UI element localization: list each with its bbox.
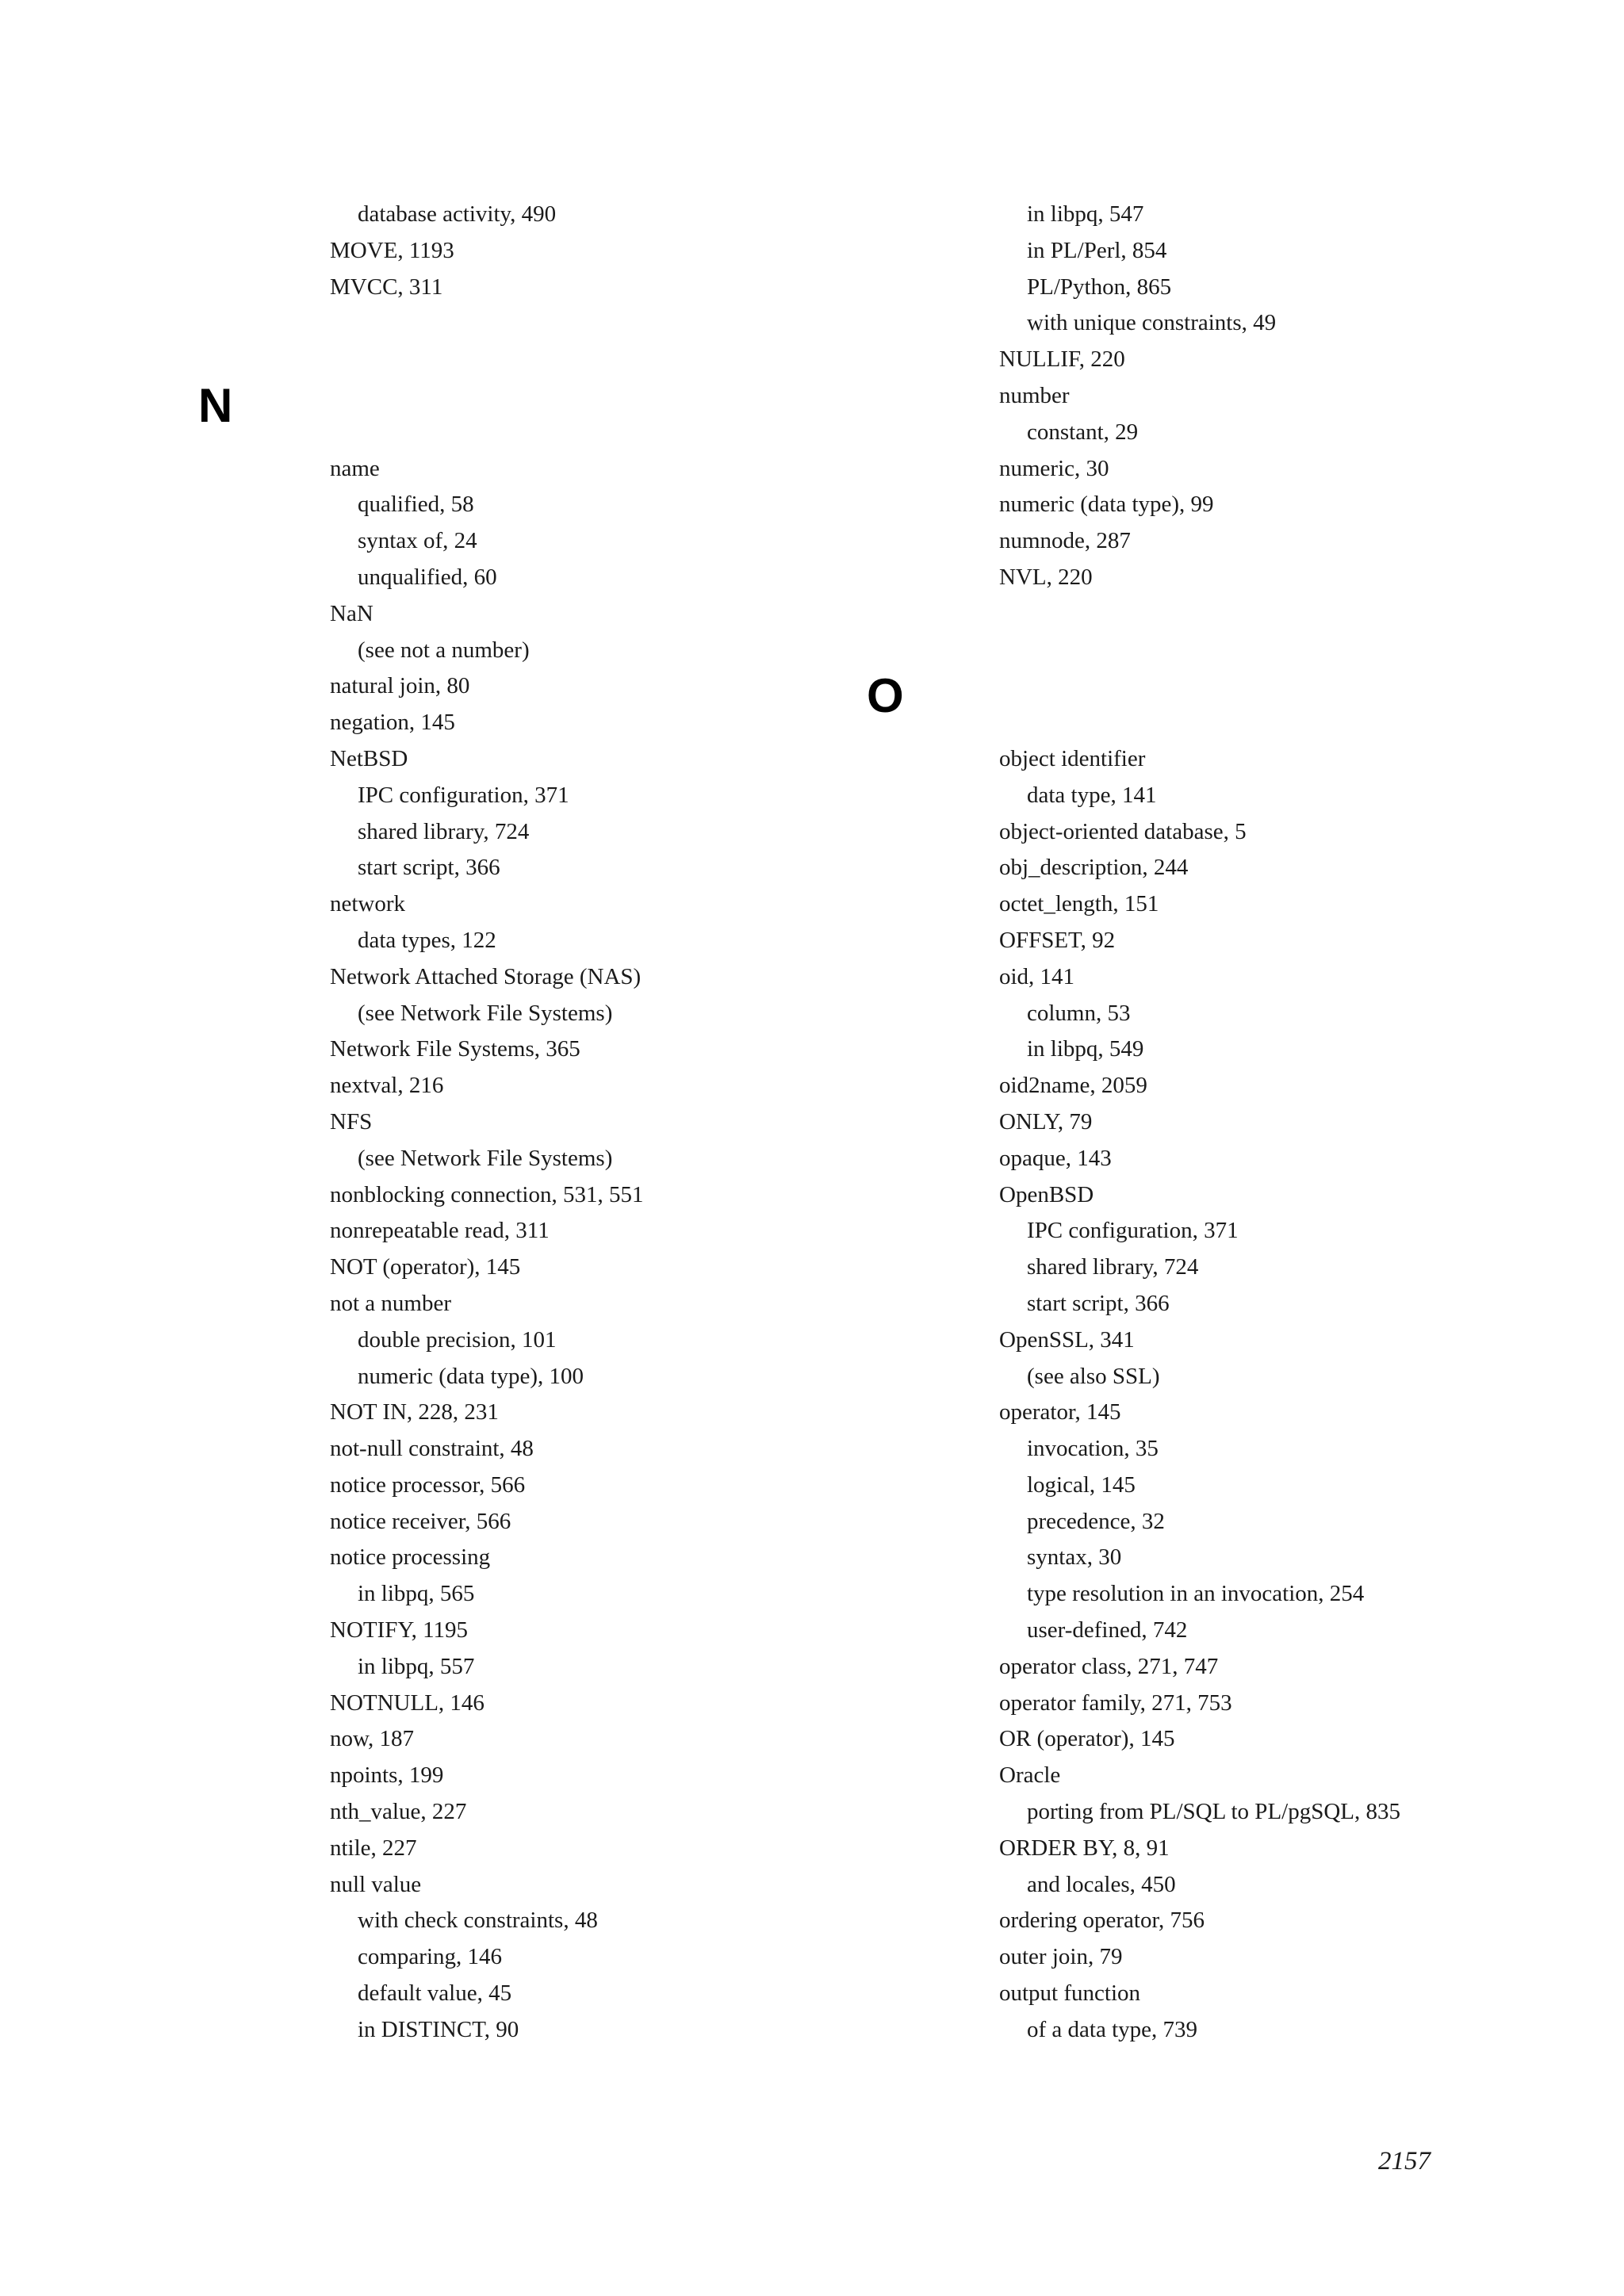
index-column-right	[999, 197, 1507, 2049]
index-entry: operator, 145	[999, 1399, 1121, 1425]
index-entry: object-oriented database, 5	[999, 818, 1247, 844]
index-entry: MOVE, 1193	[330, 237, 454, 263]
section-gap	[330, 378, 822, 451]
index-subentry: logical, 145	[1027, 1471, 1136, 1498]
index-entry: negation, 145	[330, 710, 455, 736]
index-entry: oid2name, 2059	[999, 1073, 1147, 1099]
index-entry: ORDER BY, 8, 91	[999, 1835, 1170, 1861]
index-subentry: shared library, 724	[1027, 1254, 1199, 1280]
index-entry: octet_length, 151	[999, 891, 1159, 917]
index-entry: OR (operator), 145	[999, 1726, 1175, 1752]
index-subentry: of a data type, 739	[1027, 2016, 1198, 2042]
index-subentry: in PL/Perl, 854	[1027, 237, 1167, 263]
index-subentry: default value, 45	[358, 1980, 512, 2007]
index-subentry: in DISTINCT, 90	[358, 2016, 519, 2042]
index-entry: nonrepeatable read, 311	[330, 1218, 550, 1244]
index-entry: NFS	[330, 1108, 373, 1135]
index-subentry: IPC configuration, 371	[1027, 1218, 1239, 1244]
index-subentry: comparing, 146	[358, 1944, 503, 1970]
index-subentry: qualified, 58	[358, 492, 474, 518]
index-subentry: in libpq, 549	[1027, 1036, 1144, 1062]
index-subentry: IPC configuration, 371	[358, 782, 569, 808]
index-subentry: (see Network File Systems)	[358, 1000, 613, 1026]
index-entry: ONLY, 79	[999, 1108, 1093, 1135]
index-subentry: user-defined, 742	[1027, 1617, 1188, 1644]
index-subentry: syntax, 30	[1027, 1544, 1122, 1571]
index-entry: nth_value, 227	[330, 1799, 467, 1825]
index-group-o	[999, 741, 1507, 2049]
index-subentry: invocation, 35	[1027, 1436, 1159, 1462]
page-number: 2157	[1378, 2147, 1431, 2175]
index-subentry: data type, 141	[1027, 782, 1157, 808]
index-subentry: start script, 366	[1027, 1290, 1170, 1316]
index-group-m-continued	[330, 197, 822, 305]
index-subentry: and locales, 450	[1027, 1871, 1176, 1897]
index-entry: obj_description, 244	[999, 855, 1189, 881]
index-entry: ordering operator, 756	[999, 1908, 1205, 1934]
index-group-n	[330, 451, 822, 2049]
index-entry: name	[330, 455, 380, 481]
index-entry: not-null constraint, 48	[330, 1436, 534, 1462]
section-gap	[999, 596, 1507, 669]
index-entry: notice receiver, 566	[330, 1508, 511, 1534]
index-entry: npoints, 199	[330, 1762, 444, 1789]
index-entry: opaque, 143	[999, 1145, 1112, 1171]
index-subentry: in libpq, 565	[358, 1581, 475, 1607]
index-group-n-continued	[999, 197, 1507, 596]
index-subentry: shared library, 724	[358, 818, 530, 844]
index-entry: network	[330, 891, 406, 917]
index-entry: NOT (operator), 145	[330, 1254, 521, 1280]
index-subentry: PL/Python, 865	[1027, 274, 1172, 300]
index-subentry: type resolution in an invocation, 254	[1027, 1581, 1365, 1607]
section-gap	[330, 305, 822, 378]
index-entry: NOT IN, 228, 231	[330, 1399, 499, 1425]
index-entry: null value	[330, 1871, 422, 1897]
index-entry: OFFSET, 92	[999, 927, 1116, 953]
index-entry: numeric, 30	[999, 455, 1109, 481]
index-entry: notice processor, 566	[330, 1471, 526, 1498]
index-entry: operator family, 271, 753	[999, 1689, 1232, 1716]
index-column-left	[330, 197, 822, 2049]
index-entry: NaN	[330, 600, 373, 626]
section-letter-o: O	[867, 669, 904, 722]
index-entry: outer join, 79	[999, 1944, 1123, 1970]
index-entry: now, 187	[330, 1726, 415, 1752]
index-entry: NetBSD	[330, 745, 408, 771]
index-entry: numeric (data type), 99	[999, 492, 1214, 518]
index-subentry: start script, 366	[358, 855, 500, 881]
index-entry: Network File Systems, 365	[330, 1036, 580, 1062]
index-subentry: numeric (data type), 100	[358, 1363, 584, 1389]
index-entry: object identifier	[999, 745, 1146, 771]
index-entry: natural join, 80	[330, 673, 470, 699]
index-entry: nextval, 216	[330, 1073, 444, 1099]
index-subentry: constant, 29	[1027, 419, 1139, 445]
index-subentry: in libpq, 547	[1027, 201, 1144, 227]
index-entry: NULLIF, 220	[999, 346, 1125, 373]
index-entry: NOTNULL, 146	[330, 1689, 485, 1716]
index-entry: nonblocking connection, 531, 551	[330, 1181, 644, 1207]
section-gap	[999, 668, 1507, 741]
index-subentry: unqualified, 60	[358, 564, 497, 590]
section-letter-n: N	[198, 379, 233, 432]
index-entry: Network Attached Storage (NAS)	[330, 963, 642, 989]
index-subentry: porting from PL/SQL to PL/pgSQL, 835	[1027, 1799, 1400, 1825]
index-entry: output function	[999, 1980, 1141, 2007]
index-entry: MVCC, 311	[330, 274, 443, 300]
index-subentry: in libpq, 557	[358, 1653, 475, 1679]
index-entry: NOTIFY, 1195	[330, 1617, 469, 1644]
index-subentry: double precision, 101	[358, 1326, 557, 1353]
index-subentry: with unique constraints, 49	[1027, 310, 1277, 336]
index-entry: Oracle	[999, 1762, 1061, 1789]
index-subentry: syntax of, 24	[358, 528, 477, 554]
index-subentry: with check constraints, 48	[358, 1908, 598, 1934]
index-subentry: (see Network File Systems)	[358, 1145, 613, 1171]
index-subentry: database activity, 490	[358, 201, 557, 227]
index-entry: OpenSSL, 341	[999, 1326, 1135, 1353]
index-subentry: precedence, 32	[1027, 1508, 1165, 1534]
index-entry: ntile, 227	[330, 1835, 417, 1861]
index-entry: OpenBSD	[999, 1181, 1094, 1207]
index-entry: operator class, 271, 747	[999, 1653, 1219, 1679]
index-subentry: (see not a number)	[358, 637, 530, 663]
index-entry: number	[999, 382, 1070, 408]
index-subentry: data types, 122	[358, 927, 496, 953]
index-subentry: (see also SSL)	[1027, 1363, 1160, 1389]
index-subentry: column, 53	[1027, 1000, 1131, 1026]
index-entry: numnode, 287	[999, 528, 1131, 554]
index-entry: NVL, 220	[999, 564, 1093, 590]
index-entry: notice processing	[330, 1544, 491, 1571]
index-entry: oid, 141	[999, 963, 1075, 989]
index-entry: not a number	[330, 1290, 452, 1316]
